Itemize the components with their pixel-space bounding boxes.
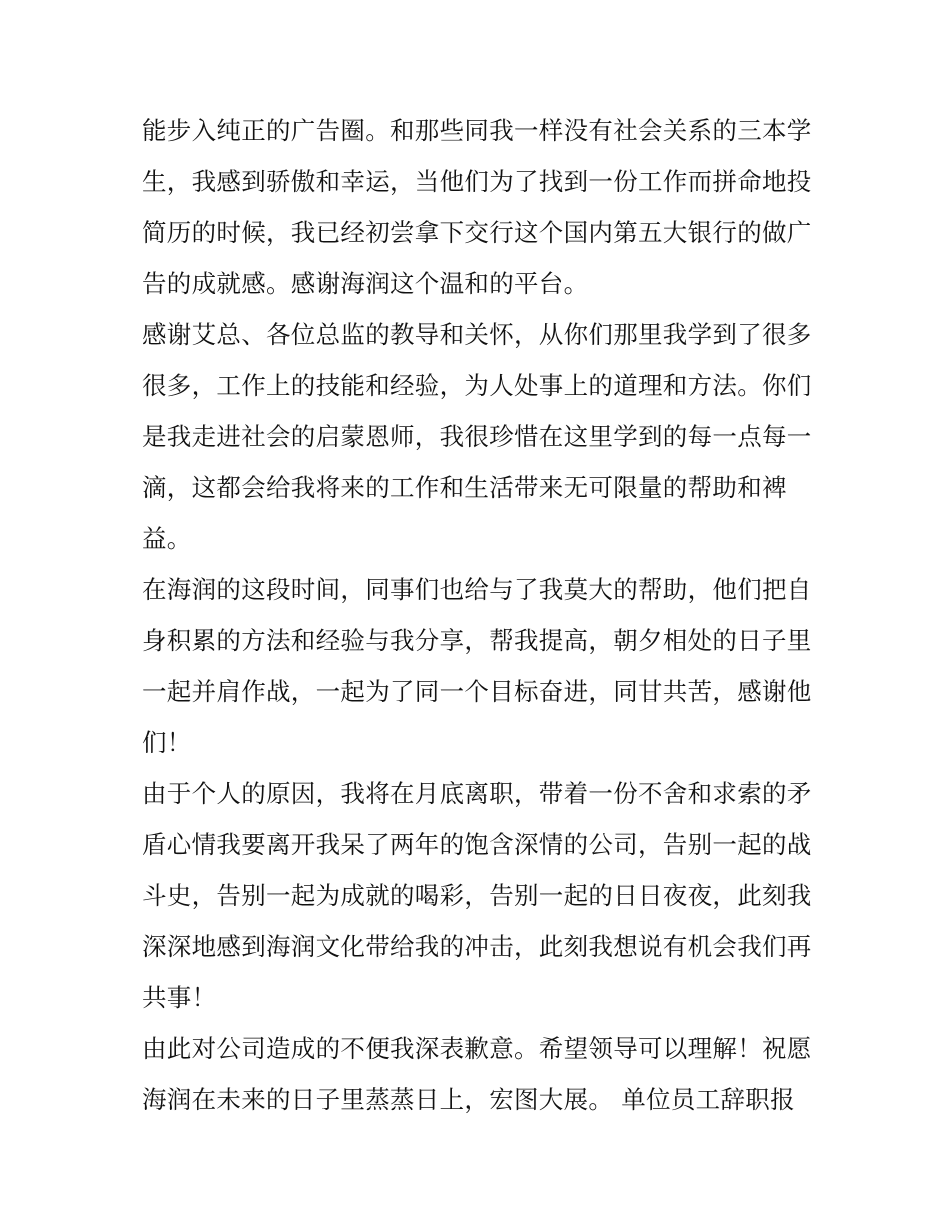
- text-line: 能步入纯正的广告圈。和那些同我一样没有社会关系的三本学: [142, 116, 812, 145]
- document-body: [142, 105, 822, 1125]
- text-line: 由于个人的原因，我将在月底离职，带着一份不舍和求索的矛: [142, 779, 812, 808]
- text-line: 深深地感到海润文化带给我的冲击，此刻我想说有机会我们再: [142, 932, 812, 961]
- text-line: 一起并肩作战，一起为了同一个目标奋进，同甘共苦，感谢他: [142, 677, 812, 706]
- text-line: 身积累的方法和经验与我分享，帮我提高，朝夕相处的日子里: [142, 626, 812, 655]
- text-line: 告的成就感。感谢海润这个温和的平台。: [142, 269, 589, 298]
- text-line: 滴，这都会给我将来的工作和生活带来无可限量的帮助和裨: [142, 473, 787, 502]
- text-line: 生，我感到骄傲和幸运，当他们为了找到一份工作而拼命地投: [142, 167, 812, 196]
- text-line: 盾心情我要离开我呆了两年的饱含深情的公司，告别一起的战: [142, 830, 812, 859]
- text-line: 海润在未来的日子里蒸蒸日上，宏图大展。 单位员工辞职报: [142, 1085, 795, 1114]
- text-line: 简历的时候，我已经初尝拿下交行这个国内第五大银行的做广: [142, 218, 812, 247]
- text-line: 由此对公司造成的不便我深表歉意。希望领导可以理解！祝愿: [142, 1034, 812, 1063]
- text-line: 很多，工作上的技能和经验，为人处事上的道理和方法。你们: [142, 371, 812, 400]
- text-line: 们！: [142, 728, 192, 757]
- text-line: 在海润的这段时间，同事们也给与了我莫大的帮助，他们把自: [142, 575, 812, 604]
- text-line: 共事！: [142, 983, 217, 1012]
- text-line: 感谢艾总、各位总监的教导和关怀，从你们那里我学到了很多: [142, 320, 812, 349]
- text-line: 是我走进社会的启蒙恩师，我很珍惜在这里学到的每一点每一: [142, 422, 812, 451]
- text-line: 益。: [142, 524, 192, 553]
- text-line: 斗史，告别一起为成就的喝彩，告别一起的日日夜夜，此刻我: [142, 881, 812, 910]
